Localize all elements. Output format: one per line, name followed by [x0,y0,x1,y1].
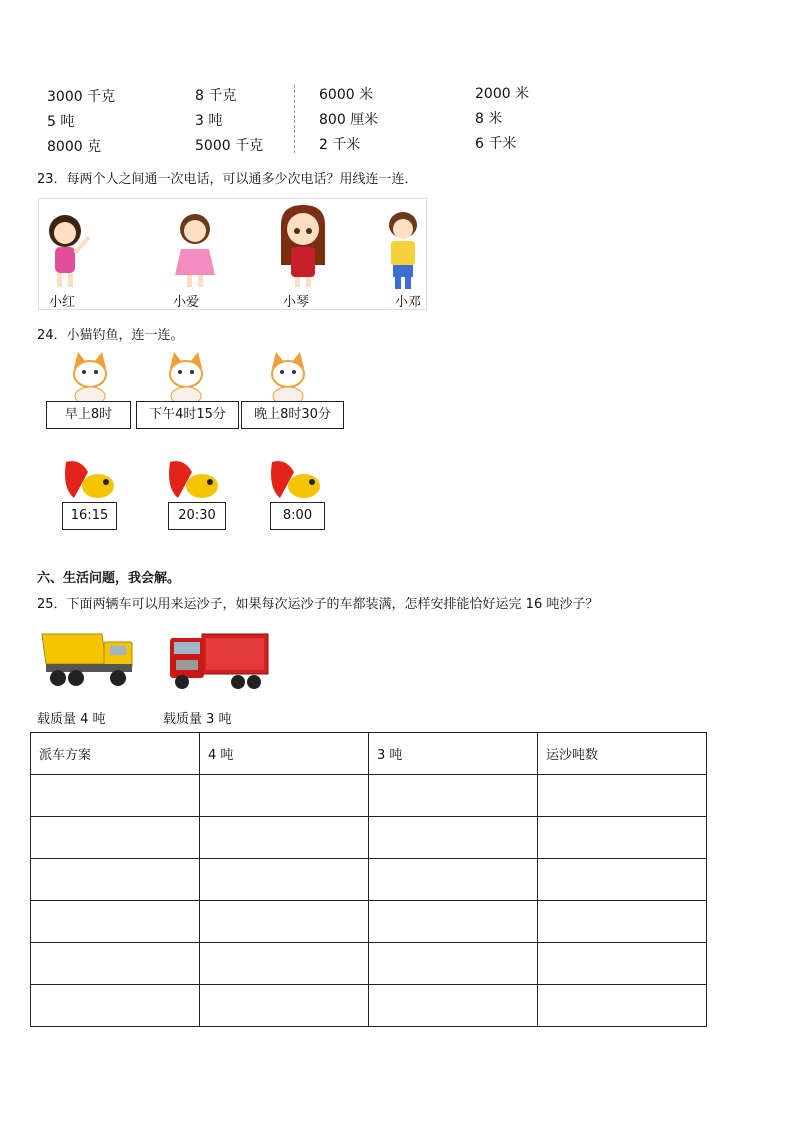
table-cell[interactable] [200,775,369,817]
unit-item: 5 吨 [47,114,75,130]
table-row [31,943,707,985]
table-cell[interactable] [369,817,538,859]
semi-truck-icon [168,628,270,692]
girl-icon [167,209,227,291]
cat-icon [68,350,112,402]
table-cell[interactable] [200,985,369,1027]
table-cell[interactable] [200,817,369,859]
unit-item: 3000 千克 [47,89,116,105]
kid-name: 小爱 [173,295,200,310]
table-cell[interactable] [200,901,369,943]
unit-item: 6000 米 [319,87,374,103]
cat-icon [164,350,208,402]
table-cell[interactable] [538,943,707,985]
table-cell[interactable] [200,943,369,985]
fish-time-label: 20:30 [168,502,226,530]
unit-item: 8 米 [475,111,503,127]
table-cell[interactable] [538,901,707,943]
table-cell[interactable] [538,775,707,817]
table-header-row [31,733,707,775]
kid-name: 小琴 [283,295,310,310]
kid-name: 小红 [49,295,76,310]
table-header: 派车方案 [31,733,200,775]
unit-item: 5000 千克 [195,138,264,154]
table-cell[interactable] [538,817,707,859]
table-cell[interactable] [369,985,538,1027]
fish-icon [266,458,326,502]
fish-icon [60,458,120,502]
question-23: 23．每两个人之间通一次电话，可以通多少次电话？用线连一连． [37,172,418,187]
question-24: 24．小猫钓鱼，连一连。 [37,328,184,343]
table-row [31,901,707,943]
fish-icon [164,458,224,502]
table-row [31,985,707,1027]
dump-truck-icon [40,628,136,690]
table-cell[interactable] [31,859,200,901]
truck-capacity-label: 载质量 4 吨 [37,712,106,727]
boy-icon [381,209,425,291]
unit-item: 8000 克 [47,139,102,155]
girl-icon [41,211,101,291]
table-header: 3 吨 [369,733,538,775]
table-row [31,859,707,901]
unit-item: 8 千克 [195,88,237,104]
unit-item: 2000 米 [475,86,530,102]
table-cell[interactable] [538,859,707,901]
table-cell[interactable] [538,985,707,1027]
table-cell[interactable] [369,901,538,943]
unit-item: 6 千米 [475,136,517,152]
table-cell[interactable] [369,859,538,901]
kids-panel [38,198,427,310]
table-row [31,775,707,817]
table-cell[interactable] [200,859,369,901]
question-25: 25．下面两辆车可以用来运沙子，如果每次运沙子的车都装满，怎样安排能恰好运完 16 吨沙子？ [37,597,599,612]
table-cell[interactable] [369,775,538,817]
table-row [31,817,707,859]
truck-capacity-label: 载质量 3 吨 [163,712,232,727]
unit-item: 800 厘米 [319,112,379,128]
unit-item: 3 吨 [195,113,223,129]
cat-time-label: 晚上8时30分 [241,401,344,429]
table-cell[interactable] [31,943,200,985]
girl-icon [275,203,331,289]
table-cell[interactable] [31,775,200,817]
fish-time-label: 8:00 [270,502,325,530]
cat-time-label: 下午4时15分 [136,401,239,429]
cat-icon [266,350,310,402]
dispatch-plan-table [30,732,707,1027]
table-header: 运沙吨数 [538,733,707,775]
table-cell[interactable] [31,985,200,1027]
kid-name: 小邓 [395,295,422,310]
table-cell[interactable] [31,817,200,859]
section-title: 六、生活问题，我会解。 [37,571,181,586]
divider [294,85,295,153]
cat-time-label: 早上8时 [46,401,131,429]
table-cell[interactable] [369,943,538,985]
table-header: 4 吨 [200,733,369,775]
table-cell[interactable] [31,901,200,943]
fish-time-label: 16:15 [62,502,117,530]
unit-item: 2 千米 [319,137,361,153]
